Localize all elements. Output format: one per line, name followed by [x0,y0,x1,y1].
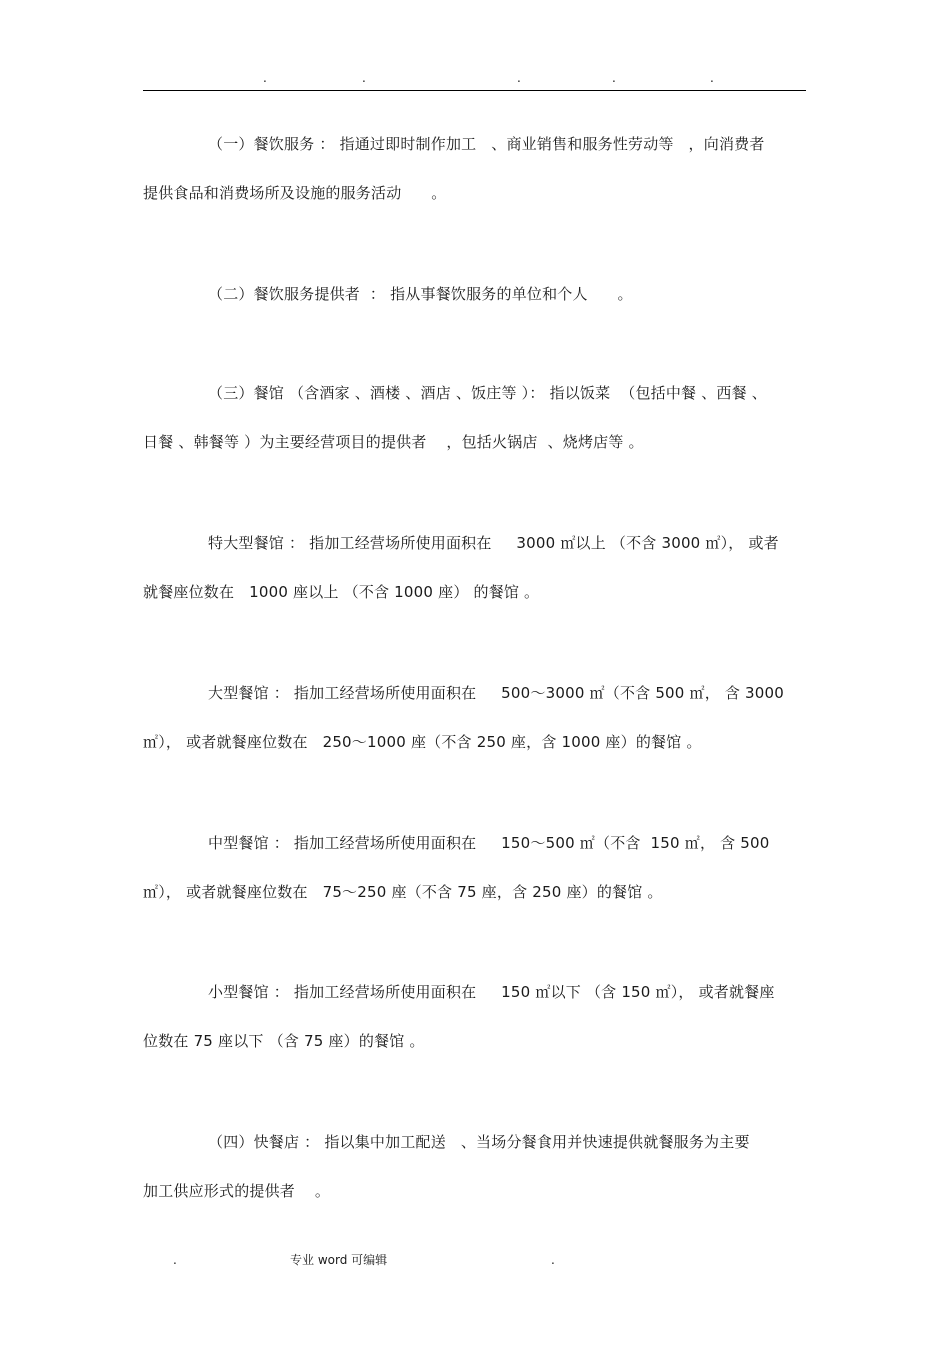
header-dot: . [263,71,267,85]
text-line: 小型餐馆 ： 指加工经营场所使用面积在 150 ㎡以下 （含 150 ㎡）， 或者就餐座 [208,983,775,1001]
header-dots [0,70,950,86]
text-line: （一）餐饮服务 ： 指通过即时制作加工 、商业销售和服务性劳动等 ，向消费者 [208,135,765,153]
text-line: 日餐 、韩餐等 ）为主要经营项目的提供者 ，包括火锅店 、烧烤店等 。 [143,433,644,451]
header-dot: . [612,71,616,85]
header-dot: . [517,71,521,85]
footer-text: 专业 word 可编辑 [290,1253,388,1267]
text-line: 加工供应形式的提供者 。 [143,1182,331,1200]
text-line: （四）快餐店 ： 指以集中加工配送 、当场分餐食用并快速提供就餐服务为主要 [208,1133,750,1151]
text-line: 提供食品和消费场所及设施的服务活动 。 [143,184,447,202]
text-line: 位数在 75 座以下 （含 75 座）的餐馆 。 [143,1032,425,1050]
text-line: 就餐座位数在 1000 座以上 （不含 1000 座） 的餐馆 。 [143,583,540,601]
footer-dot: . [173,1253,177,1267]
header-dot: . [362,71,366,85]
header-rule [143,90,806,91]
text-line: 特大型餐馆 ： 指加工经营场所使用面积在 3000 ㎡以上 （不含 3000 ㎡）， 或者 [208,534,779,552]
text-line: ㎡）， 或者就餐座位数在 250～1000 座（不含 250 座，含 1000 座）的餐馆 。 [143,733,702,751]
text-line: 大型餐馆 ： 指加工经营场所使用面积在 500～3000 ㎡（不含 500 ㎡， 含 3000 [208,684,785,702]
header-dot: . [710,71,714,85]
text-line: （二）餐饮服务提供者 ： 指从事餐饮服务的单位和个人 。 [208,285,633,303]
page-footer [0,1250,950,1270]
text-line: （三）餐馆 （含酒家 、酒楼 、酒店 、饭庄等 ）： 指以饭菜 （包括中餐 、西餐 、 [208,384,767,402]
footer-dot: . [551,1253,555,1267]
text-line: ㎡）， 或者就餐座位数在 75～250 座（不含 75 座，含 250 座）的餐馆 。 [143,883,663,901]
text-line: 中型餐馆 ： 指加工经营场所使用面积在 150～500 ㎡（不含 150 ㎡， 含 500 [208,834,770,852]
